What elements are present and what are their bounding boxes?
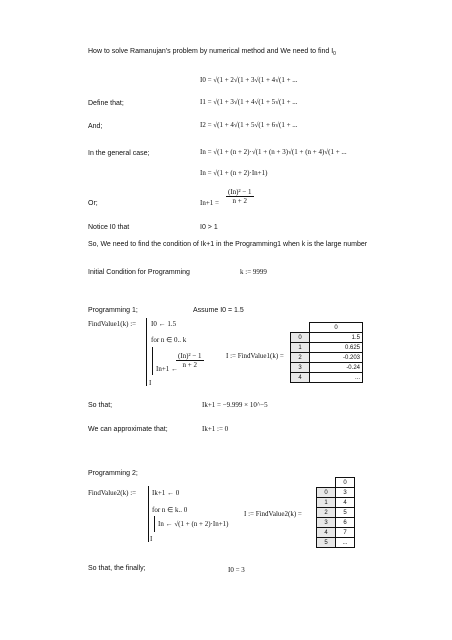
matrix-value: 1.5 (310, 333, 363, 343)
matrix-index: 4 (317, 528, 336, 538)
matrix-header-cell: 0 (336, 478, 355, 488)
equation-I2: I2 = √(1 + 4√(1 + 5√(1 + 6√(1 + ... (200, 121, 298, 129)
notice-equation: I0 > 1 (200, 224, 218, 231)
matrix-index: 2 (291, 353, 310, 363)
equation-In1-lhs: In+1 = (200, 199, 219, 207)
equation-I0: I0 = √(1 + 2√(1 + 3√(1 + 4√(1 + ... (200, 76, 298, 84)
matrix-row (317, 528, 355, 538)
intro-text (88, 47, 336, 59)
programming2-block (148, 486, 149, 542)
so-that-equation: Ik+1 = −9.999 × 10^−5 (202, 401, 268, 409)
intro-sentence: How to solve Ramanujan's problem by numerical method and We need to find I (88, 48, 334, 55)
programming1-block (146, 318, 147, 386)
matrix-index: 3 (317, 518, 336, 528)
programming2-assign: In ← √(1 + (n + 2)·In+1) (158, 520, 229, 528)
programming2-return: I (150, 535, 153, 543)
programming1-loop: for n ∈ 0.. k (151, 336, 187, 344)
matrix-value: ... (310, 373, 363, 383)
matrix-value: 3 (336, 488, 355, 498)
matrix-value: ... (336, 538, 355, 548)
matrix-value: 0.625 (310, 343, 363, 353)
programming2-title: Programming 2; (88, 470, 138, 477)
programming1-init: I0 ← 1.5 (151, 320, 177, 328)
matrix-index: 5 (317, 538, 336, 548)
programming1-function: FindValue1(k) := (88, 320, 137, 328)
matrix-row (317, 508, 355, 518)
matrix-index: 3 (291, 363, 310, 373)
matrix-row (317, 488, 355, 498)
equation-In1-numerator: (In)² − 1 (228, 188, 252, 196)
matrix-index: 4 (291, 373, 310, 383)
matrix-index: 0 (317, 488, 336, 498)
matrix-row (291, 343, 363, 353)
matrix-value: 4 (336, 498, 355, 508)
equation-In1-denominator: n + 2 (232, 197, 247, 205)
matrix-header-row (317, 478, 355, 488)
programming1-numerator: (In)² − 1 (178, 352, 202, 360)
matrix-header-cell: 0 (310, 323, 363, 333)
programming1-result-matrix (290, 322, 363, 383)
programming2-call: I := FindValue2(k) = (244, 510, 302, 518)
and-label: And; (88, 123, 103, 130)
programming1-fraction (176, 352, 204, 369)
matrix-header-row (291, 323, 363, 333)
programming1-call: I := FindValue1(k) = (226, 352, 284, 360)
finally-label: So that, the finally; (88, 565, 146, 572)
or-label: Or; (88, 200, 98, 207)
intro-subscript: 0 (333, 51, 336, 57)
matrix-index: 0 (291, 333, 310, 343)
matrix-row (317, 518, 355, 528)
matrix-value: 5 (336, 508, 355, 518)
programming2-function: FindValue2(k) := (88, 489, 137, 497)
matrix-value: -0.24 (310, 363, 363, 373)
matrix-index: 1 (291, 343, 310, 353)
matrix-value: -0.203 (310, 353, 363, 363)
programming1-return: I (149, 379, 152, 387)
programming2-init: Ik+1 ← 0 (152, 489, 180, 497)
matrix-value: 7 (336, 528, 355, 538)
k-assignment: k := 9999 (240, 268, 267, 276)
equation-In1-fraction (226, 188, 254, 205)
programming1-loop-block (152, 347, 153, 375)
programming2-loop: for n ∈ k.. 0 (152, 506, 188, 514)
matrix-row (317, 538, 355, 548)
equation-I1: I1 = √(1 + 3√(1 + 4√(1 + 5√(1 + ... (200, 98, 298, 106)
matrix-row (317, 498, 355, 508)
so-that-label: So that; (88, 402, 113, 409)
condition-sentence: So, We need to find the condition of Ik+1 in the Programming1 when k is the large number (88, 241, 368, 248)
matrix-row (291, 373, 363, 383)
matrix-index: 2 (317, 508, 336, 518)
equation-In: In = √(1 + (n + 2)·√(1 + (n + 3)√(1 + (n + 4)√(1 + ... (200, 148, 347, 156)
initial-condition-label: Initial Condition for Programming (88, 269, 190, 276)
finally-equation: I0 = 3 (228, 566, 245, 574)
programming2-result-matrix (316, 477, 355, 548)
notice-label: Notice I0 that (88, 224, 130, 231)
programming1-denominator: n + 2 (182, 361, 197, 369)
programming1-assign-lhs: In+1 ← (156, 365, 179, 373)
define-label: Define that; (88, 100, 124, 107)
approximate-label: We can approximate that; (88, 426, 168, 433)
general-case-label: In the general case; (88, 150, 150, 157)
programming1-title: Programming 1; (88, 307, 138, 314)
matrix-value: 6 (336, 518, 355, 528)
approximate-equation: Ik+1 := 0 (202, 425, 229, 433)
matrix-row (291, 363, 363, 373)
programming2-loop-block (154, 516, 155, 532)
programming1-assume: Assume I0 = 1.5 (193, 307, 244, 314)
matrix-index: 1 (317, 498, 336, 508)
matrix-row (291, 353, 363, 363)
equation-In-recursive: In = √(1 + (n + 2)·In+1) (200, 169, 268, 177)
matrix-row (291, 333, 363, 343)
